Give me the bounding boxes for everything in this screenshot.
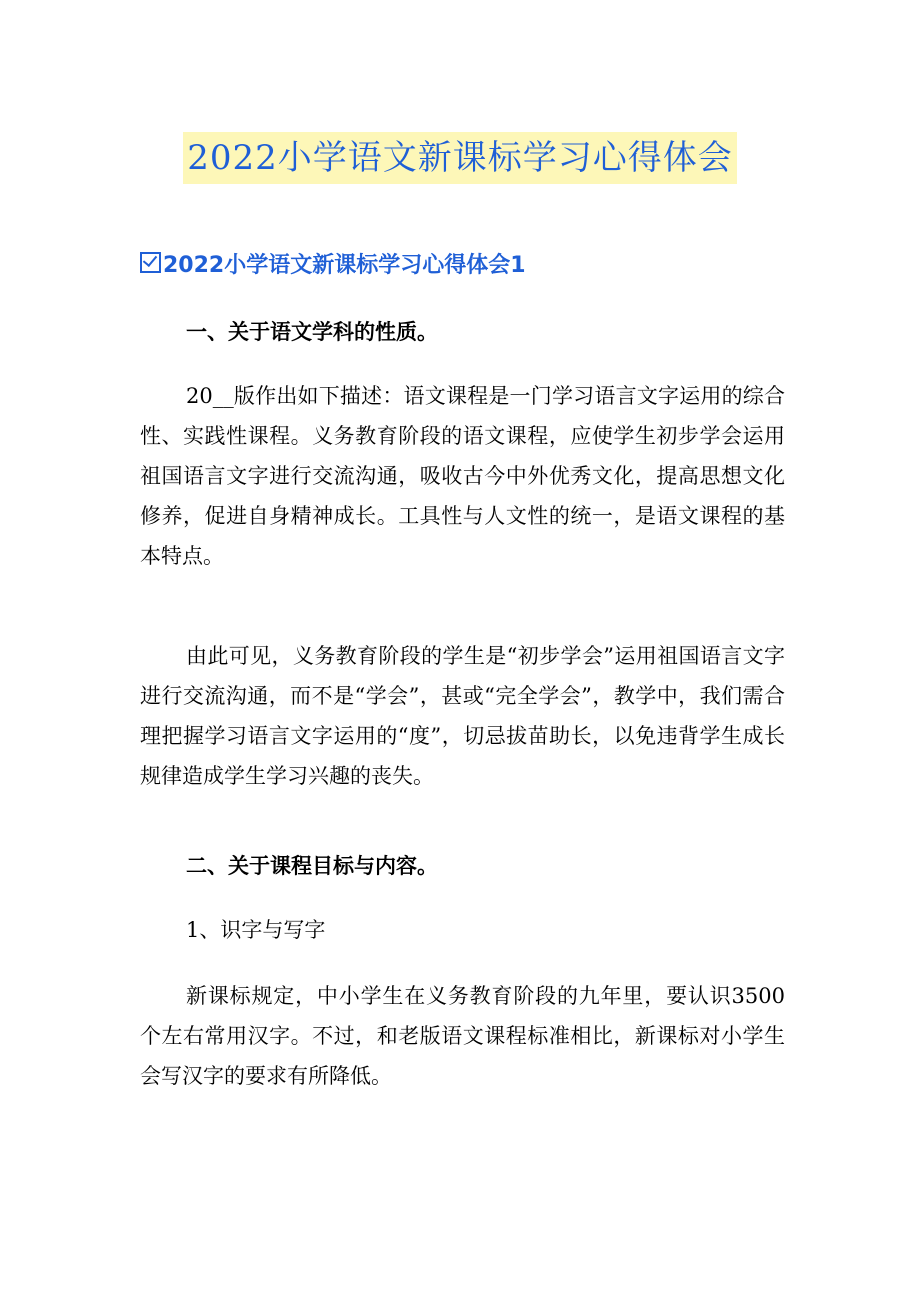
heading-course-goals: 二、关于课程目标与内容。 xyxy=(186,854,438,878)
paragraph-initial-learning: 由此可见，义务教育阶段的学生是“初步学会”运用祖国语言文字进行交流沟通，而不是“学会”，甚或“完全学会”，教学中，我们需合理把握学习语言文字运用的“度”，切忌拔苗助长，以免违背学生成长规律造成学生学习兴趣的丧失。 xyxy=(140,644,785,788)
section-heading-text: 2022小学语文新课标学习心得体会1 xyxy=(163,253,526,278)
section-heading xyxy=(140,248,526,284)
paragraph-curriculum-description: 20__版作出如下描述：语文课程是一门学习语言文字运用的综合性、实践性课程。义务教育阶段的语文课程，应使学生初步学会运用祖国语言文字进行交流沟通，吸收古今中外优秀文化，提高思想文化修养，促进自身精神成长。工具性与人文性的统一，是语文课程的基本特点。 xyxy=(140,384,785,568)
heading-nature-of-chinese: 一、关于语文学科的性质。 xyxy=(186,320,438,344)
item-literacy-writing: 1、识字与写字 xyxy=(186,918,326,942)
paragraph-character-requirements: 新课标规定，中小学生在义务教育阶段的九年里，要认识3500个左右常用汉字。不过，和老版语文课程标准相比，新课标对小学生会写汉字的要求有所降低。 xyxy=(140,984,785,1088)
document-title xyxy=(0,132,920,184)
checkbox-checked-icon xyxy=(140,252,161,273)
document-title-text: 2022小学语文新课标学习心得体会 xyxy=(183,132,737,184)
